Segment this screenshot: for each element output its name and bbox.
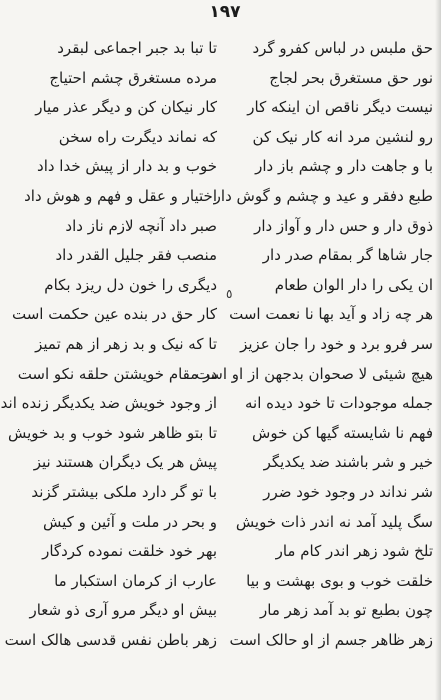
verse-line: خوب و بد دار از پیش خدا داد	[37, 157, 217, 176]
verse-line: خلقت خوب و بوی بهشت و بیا	[246, 571, 433, 590]
verse-line: صبر داد آنچه لازم ناز داد	[65, 216, 217, 235]
margin-mark: ٥	[226, 287, 233, 301]
verse-line: کار حق در بنده عین حکمت است	[11, 305, 217, 324]
verse-line: زهر ظاهر جسم از او حالک است	[229, 630, 433, 649]
verse-line: اختیار و عقل و فهم و هوش داد	[24, 186, 217, 205]
verse-line: با و جاهت دار و چشم باز دار	[255, 157, 433, 176]
verse-line: سگ پلید آمد نه اندر ذات خویش	[235, 512, 433, 531]
verse-line: منصب فقر جلیل القدر داد	[55, 246, 217, 265]
verse-line: رو لنشین مرد انه کار نیک کن	[252, 127, 433, 146]
verse-line: که نماند دیگرت راه سخن	[58, 127, 217, 146]
page-edge-shadow	[435, 0, 441, 700]
verse-line: تا تبا بد جبر اجماعی لبقرد	[57, 39, 217, 57]
verse-line: سر فرو برد و خود را جان عزیز	[240, 334, 433, 353]
verse-line: مرده مستغرق چشم احتیاج	[49, 68, 217, 87]
verse-line: خیر و شر باشند ضد یکدیگر	[263, 453, 433, 472]
verse-line: چون بطبع تو بد آمد زهر مار	[260, 601, 433, 620]
verse-line: از وجود خویش ضد یکدیگر زنده اند	[0, 394, 217, 413]
verse-line: نیست دیگر ناقص ان اینکه کار	[247, 98, 433, 117]
left-verse-column	[0, 34, 217, 655]
right-verse-column	[195, 34, 433, 655]
verse-line: حق ملبس در لباس کفرو گرد	[252, 39, 433, 57]
verse-line: عارب از کرمان استکبار ما	[54, 571, 217, 590]
verse-line: فهم نا شایسته گیها کن خوش	[252, 423, 433, 442]
verse-line: تا بتو ظاهر شود خوب و بد خویش	[7, 423, 217, 442]
verse-line: شر نداند در وجود خود ضرر	[263, 482, 433, 501]
verse-line: در مقام خویشتن حلقه نکو است	[17, 364, 217, 383]
verse-line: جار شاها گر بمقام صدر دار	[262, 246, 433, 265]
verse-line: تا که نیک و بد زهر از هم تمیز	[35, 334, 217, 353]
page-number: ۱۹۷	[209, 2, 241, 22]
verse-line: نور حق مستغرق بحر لجاج	[269, 68, 433, 87]
verse-line: بهر خود خلقت نموده کردگار	[42, 542, 217, 561]
verse-line: هیچ شیئی لا صحوان بدجهن از او است	[195, 364, 433, 383]
verse-line: طبع دفقر و عید و چشم و گوش دار	[213, 186, 433, 205]
verse-line: و بحر در ملت و آئین و کیش	[43, 512, 217, 531]
verse-line: ان یکی را دار الوان طعام	[274, 275, 433, 294]
verse-line: بیش او دیگر مرو آری ذو شعار	[29, 601, 217, 620]
verse-line: پیش هر یک دیگران هستند نیز	[33, 453, 217, 472]
verse-line: زهر باطن نفس قدسی هالک است	[4, 630, 217, 649]
verse-line: دیگری را خون دل ریزد بکام	[44, 275, 217, 294]
verse-line: تلخ شود زهر اندر کام مار	[275, 542, 433, 561]
verse-line: جمله موجودات تا خود دیده انه	[245, 394, 433, 413]
verse-line: با تو گر دارد ملکی بیشتر گزند	[31, 482, 217, 501]
verse-line: هر چه زاد و آید بها نا نعمت است	[229, 305, 433, 324]
verse-line: کار نیکان کن و دیگر عذر میار	[35, 98, 217, 117]
verse-line: ذوق دار و حس دار و آواز دار	[254, 216, 433, 235]
